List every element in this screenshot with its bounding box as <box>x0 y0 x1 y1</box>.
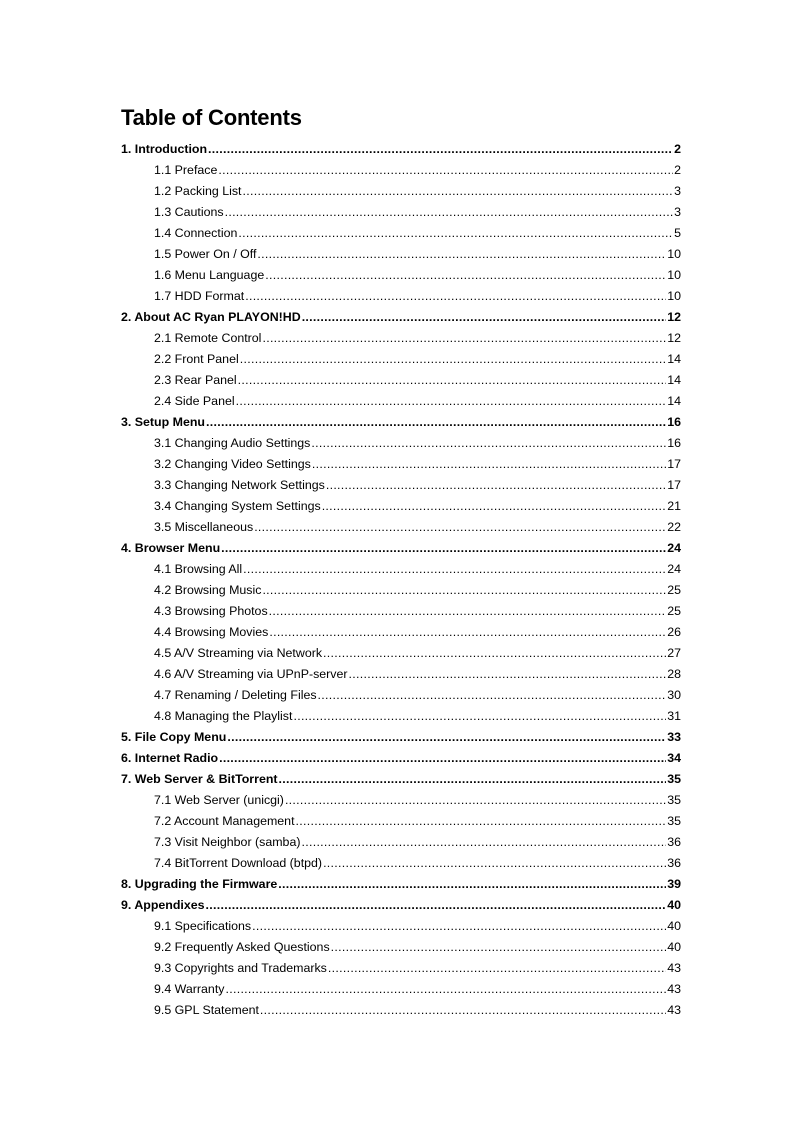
toc-entry-label: 4.4 Browsing Movies <box>154 625 269 639</box>
toc-entry-label: 9.4 Warranty <box>154 982 225 996</box>
toc-entry-label: 3.1 Changing Audio Settings <box>154 436 311 450</box>
toc-section-entry[interactable] <box>121 832 681 853</box>
toc-entry-label: 4.6 A/V Streaming via UPnP-server <box>154 667 348 681</box>
toc-chapter-entry[interactable] <box>121 748 681 769</box>
toc-dot-leader <box>326 475 666 496</box>
toc-section-entry[interactable] <box>121 244 681 265</box>
toc-page-number: 40 <box>667 919 681 933</box>
toc-entry-label: 7.4 BitTorrent Download (btpd) <box>154 856 323 870</box>
toc-section-entry[interactable] <box>121 160 681 181</box>
toc-section-entry[interactable] <box>121 916 681 937</box>
toc-entry-label: 8. Upgrading the Firmware <box>121 877 278 891</box>
toc-chapter-entry[interactable] <box>121 874 681 895</box>
toc-section-entry[interactable] <box>121 853 681 874</box>
toc-entry-label: 3. Setup Menu <box>121 415 205 429</box>
toc-dot-leader <box>322 496 667 517</box>
toc-section-entry[interactable] <box>121 622 681 643</box>
toc-entry-label: 4. Browser Menu <box>121 541 221 555</box>
toc-entry-label: 4.1 Browsing All <box>154 562 243 576</box>
toc-page-number: 14 <box>667 352 681 366</box>
toc-entry-label: 1.4 Connection <box>154 226 238 240</box>
toc-dot-leader <box>269 622 666 643</box>
toc-page-number: 3 <box>674 184 681 198</box>
toc-page-number: 14 <box>667 373 681 387</box>
toc-dot-leader <box>245 286 666 307</box>
toc-dot-leader <box>260 1000 666 1021</box>
toc-section-entry[interactable] <box>121 601 681 622</box>
toc-page-number: 22 <box>667 520 681 534</box>
toc-dot-leader <box>328 958 666 979</box>
toc-page-number: 40 <box>667 898 681 912</box>
toc-page-number: 31 <box>667 709 681 723</box>
toc-section-entry[interactable] <box>121 391 681 412</box>
toc-entry-label: 3.3 Changing Network Settings <box>154 478 325 492</box>
toc-page-number: 43 <box>667 982 681 996</box>
toc-entry-label: 7.3 Visit Neighbor (samba) <box>154 835 301 849</box>
toc-page-number: 43 <box>667 1003 681 1017</box>
toc-entry-label: 1. Introduction <box>121 142 208 156</box>
toc-dot-leader <box>262 328 666 349</box>
toc-page-number: 16 <box>667 436 681 450</box>
page-title: Table of Contents <box>121 105 302 130</box>
toc-dot-leader <box>285 790 666 811</box>
toc-page-number: 40 <box>667 940 681 954</box>
toc-section-entry[interactable] <box>121 265 681 286</box>
toc-section-entry[interactable] <box>121 181 681 202</box>
toc-entry-label: 4.5 A/V Streaming via Network <box>154 646 323 660</box>
toc-section-entry[interactable] <box>121 475 681 496</box>
toc-section-entry[interactable] <box>121 685 681 706</box>
toc-dot-leader <box>242 181 673 202</box>
toc-entry-label: 4.7 Renaming / Deleting Files <box>154 688 317 702</box>
toc-page-number: 2 <box>674 163 681 177</box>
toc-dot-leader <box>349 664 667 685</box>
toc-section-entry[interactable] <box>121 328 681 349</box>
toc-entry-label: 2.4 Side Panel <box>154 394 235 408</box>
toc-entry-label: 4.2 Browsing Music <box>154 583 262 597</box>
toc-dot-leader <box>296 811 667 832</box>
toc-page-number: 10 <box>667 247 681 261</box>
toc-page-number: 36 <box>667 856 681 870</box>
toc-entry-label: 4.8 Managing the Playlist <box>154 709 293 723</box>
toc-entry-label: 1.3 Cautions <box>154 205 224 219</box>
toc-section-entry[interactable] <box>121 1000 681 1021</box>
toc-dot-leader <box>206 412 666 433</box>
toc-dot-leader <box>302 307 667 328</box>
toc-page-number: 2 <box>674 142 681 156</box>
toc-dot-leader <box>218 160 673 181</box>
toc-dot-leader <box>227 727 666 748</box>
toc-page-number: 10 <box>667 268 681 282</box>
toc-page-number: 43 <box>667 961 681 975</box>
toc-entry-label: 4.3 Browsing Photos <box>154 604 268 618</box>
toc-entry-label: 7. Web Server & BitTorrent <box>121 772 278 786</box>
toc-page-number: 24 <box>667 541 681 555</box>
toc-dot-leader <box>238 223 673 244</box>
toc-section-entry[interactable] <box>121 979 681 1000</box>
toc-page-number: 25 <box>667 583 681 597</box>
toc-dot-leader <box>238 370 667 391</box>
toc-entry-label: 1.2 Packing List <box>154 184 242 198</box>
toc-page-number: 33 <box>667 730 681 744</box>
toc-chapter-entry[interactable] <box>121 538 681 559</box>
toc-page-number: 35 <box>667 814 681 828</box>
toc-page-number: 25 <box>667 604 681 618</box>
toc-section-entry[interactable] <box>121 559 681 580</box>
toc-page-number: 17 <box>667 457 681 471</box>
toc-section-entry[interactable] <box>121 643 681 664</box>
toc-page-number: 5 <box>674 226 681 240</box>
toc-chapter-entry[interactable] <box>121 727 681 748</box>
toc-section-entry[interactable] <box>121 496 681 517</box>
toc-dot-leader <box>252 916 666 937</box>
toc-section-entry[interactable] <box>121 454 681 475</box>
toc-entry-label: 1.1 Preface <box>154 163 218 177</box>
toc-chapter-entry[interactable] <box>121 139 681 160</box>
toc-dot-leader <box>225 979 666 1000</box>
toc-entry-label: 2. About AC Ryan PLAYON!HD <box>121 310 301 324</box>
toc-page-number: 12 <box>667 331 681 345</box>
toc-chapter-entry[interactable] <box>121 412 681 433</box>
toc-page-number: 10 <box>667 289 681 303</box>
toc-dot-leader <box>301 832 666 853</box>
toc-dot-leader <box>243 559 666 580</box>
toc-dot-leader <box>257 244 666 265</box>
toc-entry-label: 6. Internet Radio <box>121 751 219 765</box>
toc-entry-label: 7.1 Web Server (unicgi) <box>154 793 284 807</box>
toc-section-entry[interactable] <box>121 811 681 832</box>
toc-section-entry[interactable] <box>121 706 681 727</box>
toc-entry-label: 9.3 Copyrights and Trademarks <box>154 961 327 975</box>
toc-page-number: 34 <box>667 751 681 765</box>
toc-section-entry[interactable] <box>121 580 681 601</box>
toc-page-number: 3 <box>674 205 681 219</box>
toc-page-number: 26 <box>667 625 681 639</box>
toc-page-number: 14 <box>667 394 681 408</box>
toc-section-entry[interactable] <box>121 223 681 244</box>
toc-dot-leader <box>206 895 667 916</box>
toc-entry-label: 5. File Copy Menu <box>121 730 227 744</box>
toc-dot-leader <box>311 433 666 454</box>
toc-entry-label: 1.7 HDD Format <box>154 289 245 303</box>
toc-dot-leader <box>240 349 666 370</box>
toc-dot-leader <box>236 391 667 412</box>
toc-section-entry[interactable] <box>121 958 681 979</box>
toc-dot-leader <box>208 139 673 160</box>
toc-dot-leader <box>225 202 674 223</box>
toc-section-entry[interactable] <box>121 202 681 223</box>
toc-section-entry[interactable] <box>121 664 681 685</box>
toc-entry-label: 9.2 Frequently Asked Questions <box>154 940 330 954</box>
toc-entry-label: 7.2 Account Management <box>154 814 295 828</box>
toc-page-number: 36 <box>667 835 681 849</box>
toc-dot-leader <box>262 580 666 601</box>
toc-section-entry[interactable] <box>121 517 681 538</box>
toc-section-entry[interactable] <box>121 790 681 811</box>
toc-page-number: 30 <box>667 688 681 702</box>
toc-entry-label: 3.5 Miscellaneous <box>154 520 254 534</box>
toc-dot-leader <box>278 874 666 895</box>
toc-page-number: 21 <box>667 499 681 513</box>
toc-dot-leader <box>219 748 666 769</box>
toc-entry-label: 2.3 Rear Panel <box>154 373 237 387</box>
toc-entry-label: 2.1 Remote Control <box>154 331 262 345</box>
toc-dot-leader <box>269 601 667 622</box>
toc-entry-label: 9.5 GPL Statement <box>154 1003 259 1017</box>
toc-page-number: 27 <box>667 646 681 660</box>
toc-page-number: 17 <box>667 478 681 492</box>
toc-page-number: 16 <box>667 415 681 429</box>
toc-dot-leader <box>279 769 667 790</box>
toc-section-entry[interactable] <box>121 370 681 391</box>
toc-entry-label: 9.1 Specifications <box>154 919 252 933</box>
table-of-contents <box>121 139 681 1021</box>
toc-dot-leader <box>312 454 666 475</box>
toc-page-number: 39 <box>667 877 681 891</box>
toc-section-entry[interactable] <box>121 286 681 307</box>
toc-page-number: 12 <box>667 310 681 324</box>
toc-entry-label: 3.4 Changing System Settings <box>154 499 321 513</box>
toc-section-entry[interactable] <box>121 937 681 958</box>
toc-chapter-entry[interactable] <box>121 307 681 328</box>
toc-section-entry[interactable] <box>121 433 681 454</box>
toc-page-number: 35 <box>667 772 681 786</box>
toc-dot-leader <box>254 517 666 538</box>
toc-dot-leader <box>331 937 667 958</box>
toc-dot-leader <box>293 706 666 727</box>
toc-entry-label: 1.6 Menu Language <box>154 268 265 282</box>
toc-entry-label: 1.5 Power On / Off <box>154 247 257 261</box>
toc-dot-leader <box>323 853 666 874</box>
toc-dot-leader <box>265 265 666 286</box>
toc-page-number: 24 <box>667 562 681 576</box>
toc-dot-leader <box>221 538 666 559</box>
toc-entry-label: 9. Appendixes <box>121 898 205 912</box>
toc-chapter-entry[interactable] <box>121 769 681 790</box>
toc-chapter-entry[interactable] <box>121 895 681 916</box>
toc-entry-label: 2.2 Front Panel <box>154 352 239 366</box>
toc-page-number: 35 <box>667 793 681 807</box>
toc-dot-leader <box>323 643 666 664</box>
toc-dot-leader <box>318 685 667 706</box>
toc-page-number: 28 <box>667 667 681 681</box>
toc-section-entry[interactable] <box>121 349 681 370</box>
toc-entry-label: 3.2 Changing Video Settings <box>154 457 311 471</box>
